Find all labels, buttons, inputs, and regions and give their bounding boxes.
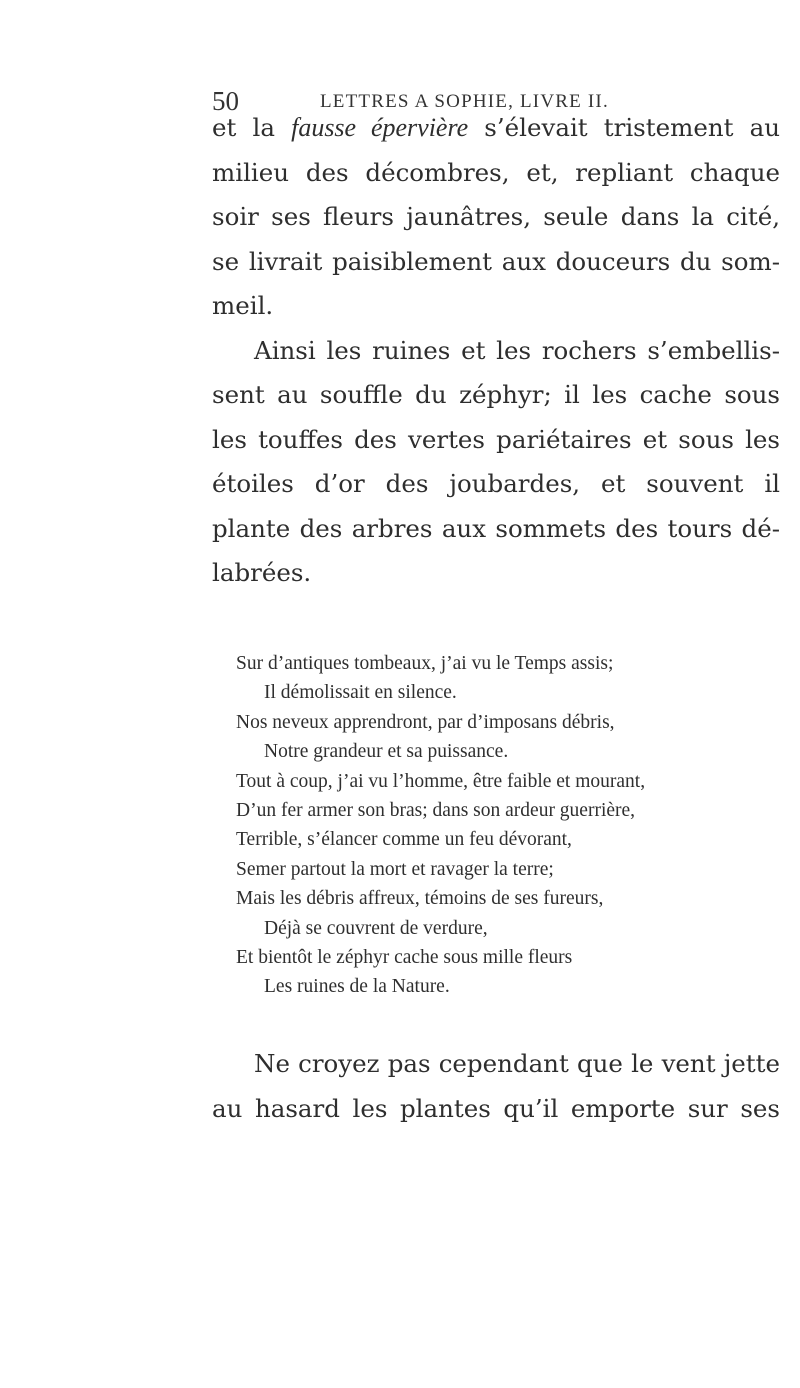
poem-line: Sur d’antiques tombeaux, j’ai vu le Temps assis; — [236, 653, 614, 674]
paragraph-1 — [212, 106, 780, 596]
text-line: et la fausse épervière s’élevait tristement au — [212, 113, 780, 142]
text-line: milieu des décombres, et, repliant chaque — [212, 157, 780, 187]
paragraph-2 — [212, 329, 780, 596]
text-line: Ainsi les ruines et les rochers s’embellis- — [254, 335, 780, 365]
text-line: labrées. — [212, 558, 312, 587]
poem-block — [236, 649, 776, 1002]
text-line: au hasard les plantes qu’il emporte sur ses — [212, 1093, 780, 1123]
poem-line: Déjà se couvrent de verdure, — [264, 917, 488, 939]
text-line: Ne croyez pas cependant que le vent jette — [254, 1049, 780, 1078]
text-line: étoiles d’or des joubardes, et souvent il — [212, 469, 780, 498]
text-line: meil. — [212, 291, 274, 320]
running-title: LETTRES A SOPHIE, LIVRE II. — [320, 91, 609, 112]
poem-line: Tout à coup, j’ai vu l’homme, être faible et mourant, — [236, 770, 646, 792]
poem-line: Semer partout la mort et ravager la terre; — [236, 858, 554, 880]
text-line: soir ses fleurs jaunâtres, seule dans la cité, — [212, 202, 780, 231]
poem-line: Les ruines de la Nature. — [264, 976, 450, 998]
poem-line: Terrible, s’élancer comme un feu dévorant, — [236, 829, 572, 851]
page-number: 50 — [212, 86, 239, 116]
text-line: les touffes des vertes pariétaires et sous les — [212, 424, 780, 454]
poem-line: D’un fer armer son bras; dans son ardeur guerrière, — [236, 799, 636, 821]
text-line: se livrait paisiblement aux douceurs du som- — [212, 246, 780, 276]
poem-line: Il démolissait en silence. — [264, 682, 457, 704]
paragraph-3 — [212, 1042, 780, 1131]
text-line: plante des arbres aux sommets des tours dé- — [212, 513, 780, 543]
poem-line: Nos neveux apprendront, par d’imposans débris, — [236, 711, 615, 733]
text-line: sent au souffle du zéphyr; il les cache sous — [212, 380, 780, 409]
poem-line: Notre grandeur et sa puissance. — [264, 741, 509, 763]
poem-line: Et bientôt le zéphyr cache sous mille fleurs — [236, 946, 573, 968]
italic-plant-name: fausse épervière — [291, 113, 469, 142]
poem-line: Mais les débris affreux, témoins de ses fureurs, — [236, 888, 604, 910]
